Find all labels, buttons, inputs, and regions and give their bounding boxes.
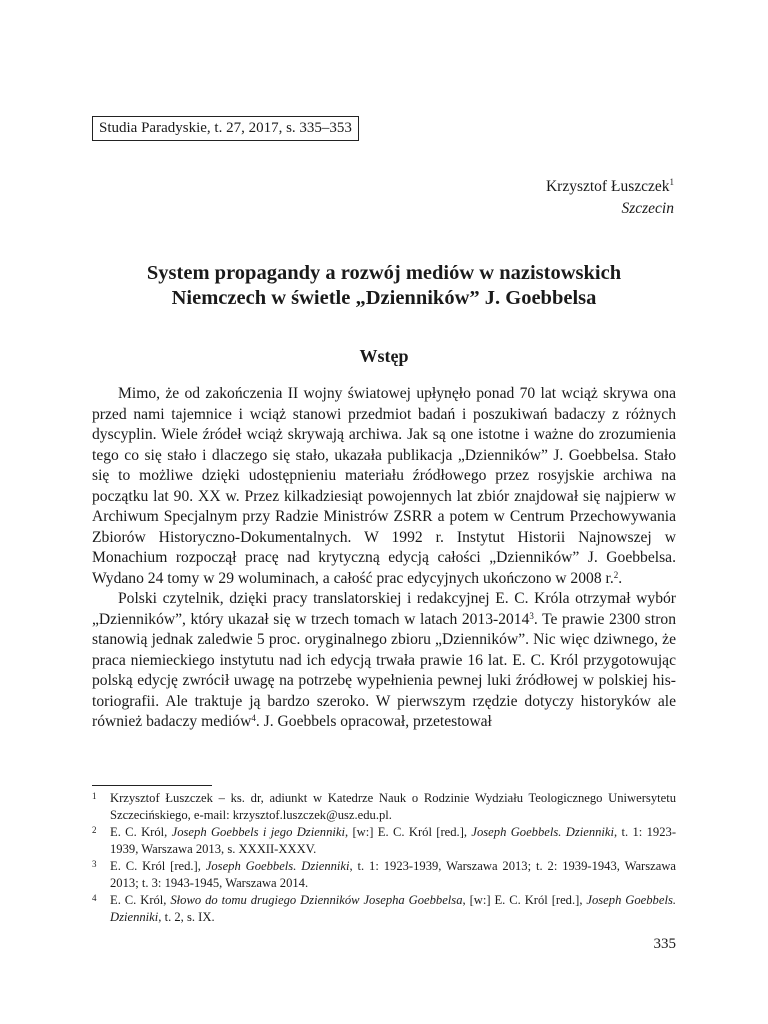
footnote-2 xyxy=(92,824,676,857)
title-line-2: Niemczech w świetle „Dzienników” J. Goebbelsa xyxy=(171,287,597,309)
footnote-title: Joseph Goebbels i jego Dzienniki xyxy=(171,825,345,839)
footnote-number: 2 xyxy=(92,825,97,835)
footnote-number: 1 xyxy=(92,791,97,801)
footnote-1 xyxy=(92,790,676,823)
footnote-number: 4 xyxy=(92,893,97,903)
section-heading: Wstęp xyxy=(359,346,409,366)
footnote-title: Słowo do tomu drugiego Dzienników Josepha Goebbelsa xyxy=(170,893,463,907)
footnote-ref-1[interactable]: 1 xyxy=(669,177,674,187)
paragraph-2-text-c: . J. Goebbels opracował, przetestował xyxy=(255,713,492,730)
footnote-ref-4[interactable]: 4 xyxy=(251,713,256,723)
author-city: Szczecin xyxy=(621,200,674,217)
title-line-1: System propagandy a rozwój mediów w nazistowskich xyxy=(146,262,622,284)
footnote-separator xyxy=(92,785,212,786)
author-name: Krzysztof Łuszczek xyxy=(545,178,670,195)
footnote-text: E. C. Król, xyxy=(110,825,172,839)
footnote-text: , t. 1: 1923-1939, Warszawa 2013, s. XXXII-XXXV. xyxy=(110,825,677,856)
paragraph-2-text-a: Polski czytelnik, dzięki pracy translatorskiej i redakcyjnej E. C. Króla otrzymał wybór „Dzienników”, który ukazał się w trzech tomach w latach 2013-2014 xyxy=(92,590,676,628)
footnote-3 xyxy=(92,858,676,891)
footnote-text: E. C. Król, xyxy=(110,893,171,907)
footnote-number: 3 xyxy=(92,859,97,869)
footnote-title: Joseph Goebbels. Dzienniki xyxy=(471,825,615,839)
author-line xyxy=(546,176,674,198)
footnote-title: Joseph Goebbels. Dzienniki xyxy=(205,859,350,873)
page-number: 335 xyxy=(653,936,676,952)
footnote-text: , [w:] E. C. Król [red.], xyxy=(344,825,472,839)
article-title xyxy=(80,261,688,311)
footnote-title: Joseph Goebbels. Dzienniki xyxy=(110,893,676,924)
footnote-text: E. C. Król [red.], xyxy=(110,859,206,873)
journal-citation: Studia Paradyskie, t. 27, 2017, s. 335–353 xyxy=(99,120,352,136)
footnote-ref-3[interactable]: 3 xyxy=(529,610,534,621)
footnote-text: Krzysztof Łuszczek – ks. dr, adiunkt w Katedrze Nauk o Rodzinie Wydziału Teologicznego Uniwersytetu Szczecińskiego, e-mail: krzysztof.luszczek@usz.edu.pl. xyxy=(110,791,676,822)
paragraph-1 xyxy=(92,384,676,589)
footnotes xyxy=(92,790,676,926)
journal-citation-box xyxy=(92,116,359,141)
body-text xyxy=(92,384,676,733)
footnote-text: , t. 1: 1923-1939, Warszawa 2013; t. 2: 1939-1943, Warszawa 2013; t. 3: 1943-1945, Warszawa 2014. xyxy=(110,859,676,890)
paragraph-1-text: Mimo, że od zakończenia II wojny światowej upłynęło ponad 70 lat wciąż skrywa ona przed nami tajemnice i wciąż stanowi przedmiot badań i poszukiwań badaczy z różnych dyscyplin. Wiele źródeł wciąż skrywają archiwa. Jak są one istotne i ważne do zrozumienia tego co się stało i dlaczego się stało, ukazała publikacja „Dzienników” J. Goebbelsa. Stało się to możliwe dzięki udostępnieniu materiału źródłowego przez rosyjskie archiwa na początku lat 90. XX w. Przez kilkadziesiąt powojennych lat zbiór znajdował się najpierw w Archiwum Specjalnym przy Radzie Ministrów ZSRR a potem w Centrum Przechowywania Zbiorów Historyczno-Dokumentalnych. W 1992 r. Instytut Historii Najnowszej w Monachium rozpoczął pracę nad krytyczną edycją całości „Dzienników” J. Goebbelsa. Wydano 24 tomy w 29 woluminach, a całość prac edycyjnych ukończono w 2008 r. xyxy=(92,385,676,587)
footnote-text: , [w:] E. C. Król [red.], xyxy=(462,893,587,907)
footnote-4 xyxy=(92,892,676,925)
author-block xyxy=(546,176,674,220)
paragraph-2-text-b: . Te prawie 2300 stron stanowią jednak zaledwie 5 proc. oryginalnego zbioru „Dzienników”. Nic więc dziwnego, że praca niemieckiego instytutu nad ich edycją trwała prawie 16 lat. E. C. Król przygotowując polską edycję zwrócił uwagę na potrzebę wypełnienia pewnej luki źródłowej w polskiej historiografii. Ale traktuje ją bardzo szeroko. W pierwszym rzędzie dotyczy historyków ale również badaczy mediów xyxy=(92,610,676,730)
footnote-ref-2[interactable]: 2 xyxy=(613,569,619,580)
paragraph-1-end: . xyxy=(618,569,623,587)
footnote-text: , t. 2, s. IX. xyxy=(158,909,215,924)
paragraph-2 xyxy=(92,589,676,733)
